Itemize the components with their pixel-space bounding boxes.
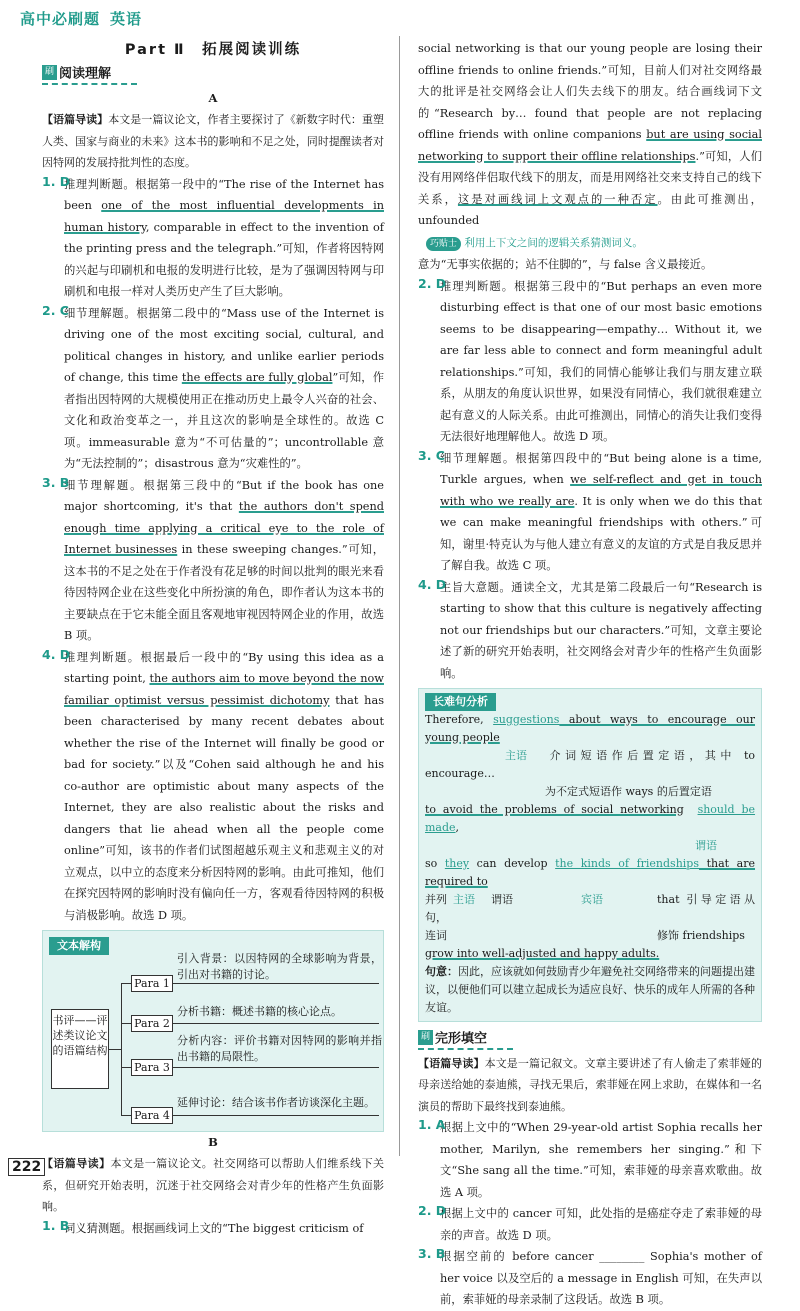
tip-note: 巧贴士 利用上下文之间的逻辑关系猜测词义。 xyxy=(426,237,643,249)
para-2-text: 分析书籍：概述书籍的核心论点。 xyxy=(177,1004,342,1018)
passage-b-label: B xyxy=(208,1134,218,1149)
brush-icon: 刷 xyxy=(42,65,57,80)
column-divider xyxy=(399,36,400,1156)
series-title: 高中必刷题 xyxy=(20,10,101,28)
cloze-section-head: 刷 完形填空 xyxy=(418,1026,513,1050)
answer-a4: 4. D 推理判断题。根据最后一段中的“By using this idea as a starting point, the authors aim to move beyond the now familiar optimist versus pessimist dichotomy that has been characterised by many recent debates about whether the rise of the Internet will finally be good or bad for society.”以及“Cohen said although he and his co-author are optimistic about many aspects of the Internet, they are also realistic about the risks and dangers that lie ahead when all the people come online”可知，该书的作者们试图超越乐观主义和悲观主义的对立观点，以中立的态度来分析因特网的影响。由此可推知，他们在探究因特网的影响时没有偏向任一方，客观看待因特网的积极与消极影响。故选 D 项。 xyxy=(42,646,384,922)
guide-a: 【语篇导读】本文是一篇议论文，作者主要探讨了《新数字时代：重塑人类、国家与商业的未来》这本书的影响和不足之处，同时提醒读者对因特网的发展持批判性的态度。 xyxy=(42,113,385,169)
sentence-line-2: to avoid the problems of social networking should be made, xyxy=(425,803,756,834)
part-title: Part Ⅱ 拓展阅读训练 xyxy=(124,42,302,58)
structure-diagram xyxy=(49,951,382,1127)
para-4-text: 延伸讨论：结合该书作者访谈深化主题。 xyxy=(177,1095,375,1109)
subject-title: 英语 xyxy=(110,10,143,28)
answer-a2: 2. C 细节理解题。根据第二段中的“Mass use of the Internet is driving one of the most exciting social, cultural, and political changes in history, and unlike earlier periods of change, this time the effects are fully global”可知，作者指出因特网的大规模使用正在推动历史上最令人兴奋的社会、文化和政治变革之一，并且这次的影响是全球性的。故选 C 项。immeasurable 意为“不可估量的”；uncontrollable 意为“无法控制的”；disastrous 意为“灾难性的”。 xyxy=(42,302,384,470)
sentence-sub-3b: 连词 修饰 friendships xyxy=(425,929,745,942)
reading-section-head: 刷 阅读理解 xyxy=(42,61,137,85)
sentence-sub-1: 主语 介词短语作后置定语，其中 to encourage… xyxy=(425,749,755,780)
passage-a-label: A xyxy=(208,90,218,105)
para-4-node: Para 4 xyxy=(131,1107,173,1124)
sentence-sub-3: 并列 主语 谓语 宾语 that 引导定语从句， xyxy=(425,893,755,924)
page-header xyxy=(10,8,142,29)
answer-c2: 2. D 根据上文中的 cancer 可知，此处指的是癌症夺走了索菲娅的母亲的声音。故选 D 项。 xyxy=(418,1203,762,1242)
guide-b: 【语篇导读】本文是一篇议论文。社交网络可以帮助人们维系线下关系，但研究开始表明，沉迷于社交网络会对青少年的性格产生负面影响。 xyxy=(42,1157,384,1213)
answer-b1: 1. B 词义猜测题。根据画线词上文的“The biggest criticism of xyxy=(42,1217,364,1235)
sentence-line-3: so they can develop the kinds of friendships that are required to xyxy=(425,857,755,888)
answer-b2: 2. D 推理判断题。根据第三段中的“But perhaps an even more disturbing effect is that one of our most basic emotions seems to be disappearing—empathy… Without it, we are far less able to connect and form meaningful adult relationships.”可知，我们的同情心能够让我们与朋友建立联系，从朋友的角度认识世界，如果没有同情心，我们就很难建立起有意义的人际关系。由此可推测出，同情心的消失让我们变得无法很好地理解他人。故选 D 项。 xyxy=(418,275,762,443)
text-structure-title: 文本解构 xyxy=(49,937,109,955)
sentence-sub-1b: 为不定式短语作 ways 的后置定语 xyxy=(545,785,712,798)
para-3-node: Para 3 xyxy=(131,1059,173,1076)
right-column xyxy=(418,38,762,1311)
answer-a3: 3. B 细节理解题。根据第三段中的“But if the book has one major shortcoming, it's that the authors don't spend enough time applying a critical eye to the role of Internet businesses in these sweeping changes.”可知，这本书的不足之处在于作者没有花足够的时间以批判的眼光来看待因特网企业在这些变化中所扮演的角色，即作者认为这本书的主要缺点在于它未能全面且客观地审视因特网企业的作用，故选 B 项。 xyxy=(42,474,384,642)
para-3-text: 分析内容：评价书籍对因特网的影响并指出书籍的局限性。 xyxy=(177,1033,382,1063)
para-1-text: 引入背景：以因特网的全球影响为背景，引出对书籍的讨论。 xyxy=(177,951,382,981)
answer-b3: 3. C 细节理解题。根据第四段中的“But being alone is a time, Turkle argues, when we self-reflect and get in touch with who we really are. It is only when we do this that we can make meaningful friendships with others.”可知，谢里·特克认为与他人建立有意义的友谊的方式是自我反思并了解自我。故选 C 项。 xyxy=(418,447,762,572)
tip-icon: 巧贴士 xyxy=(426,237,461,251)
sentence-sub-2: 谓语 xyxy=(695,839,717,852)
sentence-translation: 句意：因此，应该就如何鼓励青少年避免社交网络带来的问题提出建议，以便他们可以建立起成长为适应良好、快乐的成年人所需的各种友谊。 xyxy=(425,965,755,1014)
answer-c1: 1. A 根据上文中的“When 29-year-old artist Sophia recalls her mother, Marilyn, she remembers her singing.”和下文“She sang all the time.”可知，索菲娅的母亲喜欢歌曲。故选 A 项。 xyxy=(418,1117,762,1199)
sentence-analysis-box xyxy=(418,688,762,1022)
sentence-line-4: grow into well-adjusted and happy adults. xyxy=(425,947,660,960)
left-column xyxy=(42,38,384,1239)
sentence-analysis-title: 长难句分析 xyxy=(425,693,496,711)
answer-b4: 4. D 主旨大意题。通读全文，尤其是第二段最后一句“Research is starting to show that this culture is negatively affecting not our friendships but our characters.”可知，文章主要论述了新的研究开始表明，社交网络会对青少年的性格产生负面影响。 xyxy=(418,576,762,680)
text-structure-box xyxy=(42,930,384,1132)
sentence-line-1: Therefore, suggestions about ways to encourage our young people xyxy=(425,713,755,744)
page-number: 222 xyxy=(8,1158,45,1176)
para-1-node: Para 1 xyxy=(131,975,173,992)
brush-icon-2: 刷 xyxy=(418,1030,433,1045)
answer-b1-continued: social networking is that our young people are losing their offline friends to online friends.”可知，目前人们对社交网络最大的批评是社交网络会让人们失去线下的朋友。结合画线词下文的“Research by… found that people are not replacing offline friends with online companions but are using social networking to support their offline relationships.”可知，人们没有用网络伴侣取代线下的朋友，而是用网络社交来支持自己的线下关系，这是对画线词上文观点的一种否定。由此可推测出，unfounded 巧贴士 利用上下文之间的逻辑关系猜测词义。 意为“无事实依据的；站不住脚的”，与 false 含义最接近。 xyxy=(418,42,762,271)
guide-c: 【语篇导读】本文是一篇记叙文。文章主要讲述了有人偷走了索菲娅的母亲送给她的泰迪熊，寻找无果后，索菲娅在网上求助，在媒体和一名演员的帮助下最终找到泰迪熊。 xyxy=(418,1056,763,1113)
answer-a1: 1. D 推理判断题。根据第一段中的“The rise of the Internet has been one of the most influential developments in human history, comparable in effect to the invention of the printing press and the telegraph.”可知，作者将因特网的兴起与印刷机和电报的发明进行比较，是为了强调因特网与印刷机和电报一样对人类历史产生了巨大影响。 xyxy=(42,173,384,298)
answer-c3: 3. B 根据空前的 before cancer ________ Sophia's mother of her voice 以及空后的 a message in English 可知，在失声以前，索菲娅的母亲录制了这段话。故选 B 项。 xyxy=(418,1246,762,1306)
para-2-node: Para 2 xyxy=(131,1015,173,1032)
diagram-root: 书评——评述类议论文的语篇结构 xyxy=(51,1009,109,1089)
